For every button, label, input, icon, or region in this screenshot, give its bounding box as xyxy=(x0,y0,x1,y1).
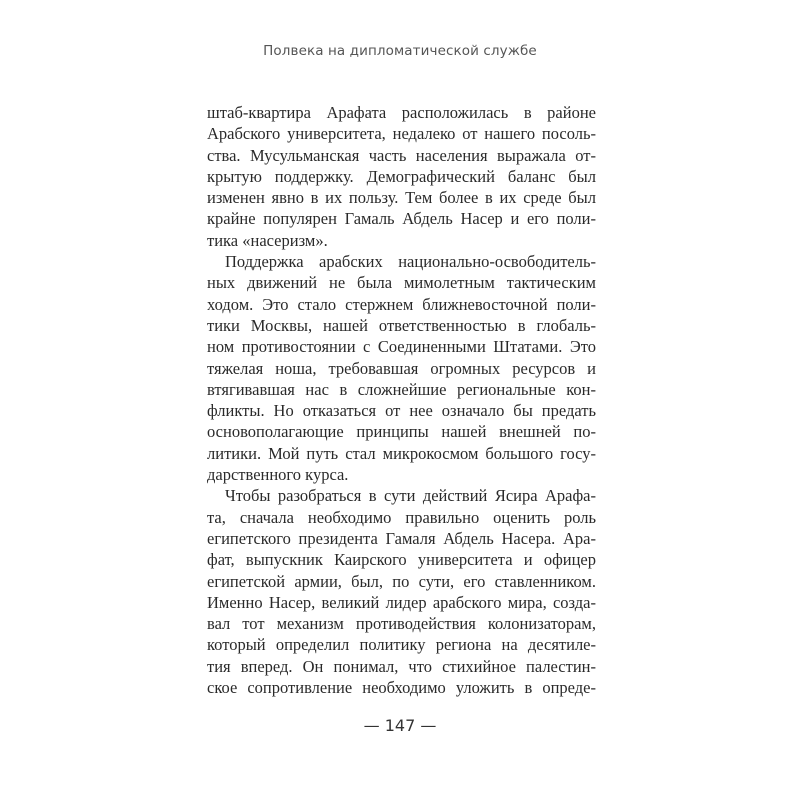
text-line: крайне популярен Гамаль Абдель Насер и его поли- xyxy=(207,209,596,229)
body-text xyxy=(207,102,596,698)
text-line: Чтобы разобраться в сути действий Ясира Арафа- xyxy=(225,486,596,506)
text-line: фат, выпускник Каирского университета и офицер xyxy=(207,550,596,570)
text-line: ходом. Это стало стержнем ближневосточной поли- xyxy=(207,294,596,314)
text-line: египетской армии, был, по сути, его ставленником. xyxy=(207,571,596,591)
text-line: дарственного курса. xyxy=(207,465,349,485)
text-line: крытую поддержку. Демографический баланс был xyxy=(207,166,596,186)
text-line: тяжелая ноша, требовавшая огромных ресурсов и xyxy=(207,358,596,378)
text-line: который определил политику региона на десятиле- xyxy=(207,635,596,655)
text-line: ных движений не была мимолетным тактическим xyxy=(207,273,596,293)
text-line: основополагающие принципы нашей внешней по- xyxy=(207,422,596,442)
text-line: изменен явно в их пользу. Тем более в их среде был xyxy=(207,188,596,208)
text-line: Поддержка арабских национально-освободитель- xyxy=(225,252,596,272)
text-line: ское сопротивление необходимо уложить в опреде- xyxy=(207,678,596,698)
page-number: — 147 — xyxy=(363,716,437,735)
text-line: тики Москвы, нашей ответственностью в глобаль- xyxy=(207,315,596,335)
text-line: штаб-квартира Арафата расположилась в районе xyxy=(207,103,596,122)
running-header: Полвека на дипломатической службе xyxy=(263,43,537,59)
text-line: Арабского университета, недалеко от нашего посоль- xyxy=(207,124,596,144)
text-line: фликты. Но отказаться от нее означало бы предать xyxy=(207,401,596,421)
text-line: втягивавшая нас в сложнейшие региональные кон- xyxy=(207,379,596,399)
text-line: ном противостоянии с Соединенными Штатами. Это xyxy=(207,337,596,357)
text-line: Именно Насер, великий лидер арабского мира, созда- xyxy=(207,592,596,612)
text-line: тика «насеризм». xyxy=(207,230,328,250)
text-line: ства. Мусульманская часть населения выражала от- xyxy=(207,145,596,165)
text-line: та, сначала необходимо правильно оценить роль xyxy=(207,507,596,527)
text-line: тия вперед. Он понимал, что стихийное палестин- xyxy=(207,656,596,676)
text-line: египетского президента Гамаля Абдель Насера. Ара- xyxy=(207,528,596,548)
text-line: вал тот механизм противодействия колонизаторам, xyxy=(207,614,596,634)
text-line: литики. Мой путь стал микрокосмом большого госу- xyxy=(207,443,596,463)
